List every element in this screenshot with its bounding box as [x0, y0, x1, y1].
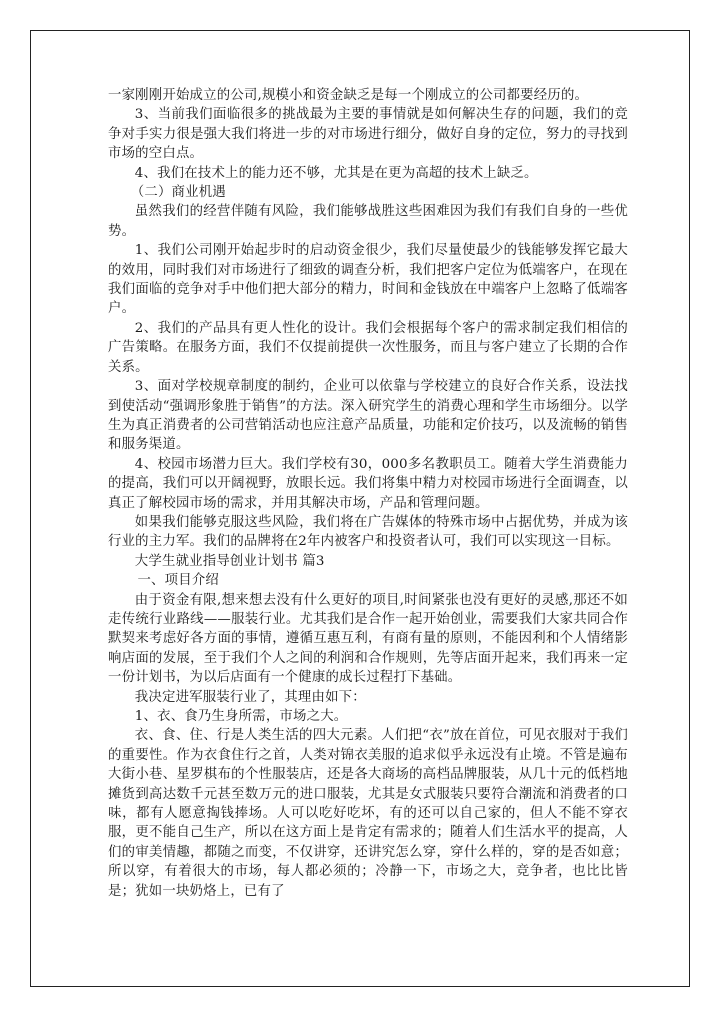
paragraph-15: 1、衣、食乃生身所需，市场之大。 — [134, 709, 348, 724]
paragraph-13: 由于资金有限,想来想去没有什么更好的项目,时间紧张也没有更好的灵感,那还不如走传统行业路线——服装行业。尤其我们是合作一起开始创业，需要我们大家共同合作默契来考虑好各方面的事情，遵循互惠互利，有商有量的原则，不能因利和个人情绪影响店面的发展，至于我们个人之间的利润和合作规则，先等店面开起来，我们再来一定一份计划书，为以后店面有一个健康的成长过程打下基础。 — [108, 592, 628, 686]
paragraph-14: 我决定进军服装行业了，其理由如下： — [134, 689, 366, 705]
paragraph-10: 如果我们能够克服这些风险，我们将在广告媒体的特殊市场中占据优势，并成为该行业的主力军。我们的品牌将在2年内被客户和投资者认可，我们可以实现这一目标。 — [108, 514, 628, 550]
paragraph-1: 一家刚刚开始成立的公司,规模小和资金缺乏是每一个刚成立的公司都要经历的。 — [108, 88, 589, 103]
paragraph-7: 2、我们的产品具有更人性化的设计。我们会根据每个客户的需求制定我们相信的广告策略。在服务方面，我们不仅提前提供一次性服务，而且与客户建立了长期的合作关系。 — [108, 320, 628, 375]
paragraph-8: 3、面对学校规章制度的制约，企业可以依靠与学校建立的良好合作关系，设法找到使活动“强调形象胜于销售”的方法。深入研究学生的消费心理和学生市场细分。以学生为真正消费者的公司营销活动也应注意产品质量，功能和定价技巧，以及流畅的销售和服务渠道。 — [108, 379, 628, 453]
paragraph-6: 1、我们公司刚开始起步时的启动资金很少，我们尽量使最少的钱能够发挥它最大的效用，同时我们对市场进行了细致的调查分析，我们把客户定位为低端客户，在现在我们面临的竞争对手中他们把大部分的精力，时间和金钱放在中端客户上忽略了低端客户。 — [108, 243, 628, 317]
section-heading-business-opportunity: （二）商业机遇 — [130, 185, 226, 201]
paragraph-2: 3、当前我们面临很多的挑战最为主要的事情就是如何解决生存的问题，我们的竞争对手实力很是强大我们将进一步的对市场进行细分，做好自身的定位，努力的寻找到市场的空白点。 — [108, 107, 628, 162]
paragraph-9: 4、校园市场潜力巨大。我们学校有30，000多名教职员工。随着大学生消费能力的提高，我们可以开阔视野，放眼长远。我们将集中精力对校园市场进行全面调查，以真正了解校园市场的需求，并用其解决市场，产品和管理问题。 — [108, 456, 628, 511]
section-heading-project-intro: 一、项目介绍 — [137, 573, 220, 589]
chapter-title: 大学生就业指导创业计划书 篇3 — [134, 553, 325, 569]
paragraph-5: 虽然我们的经营伴随有风险，我们能够战胜这些困难因为我们有我们自身的一些优势。 — [108, 204, 628, 239]
paragraph-3: 4、我们在技术上的能力还不够，尤其是在更为高超的技术上缺乏。 — [134, 165, 538, 181]
document-body — [108, 86, 628, 901]
paragraph-16: 衣、食、住、行是人类生活的四大元素。人们把“衣”放在首位，可见衣服对于我们的重要性。作为衣食住行之首，人类对锦衣美服的追求似乎永远没有止境。不管是遍布大街小巷、星罗棋布的个性服装店，还是各大商场的高档品牌服装，从几十元的低档地摊货到高达数千元甚至数万元的进口服装，尤其是女式服装只要符合潮流和消费者的口味，都有人愿意掏钱捧场。人可以吃好吃坏，有的还可以自己家的，但人不能不穿衣服，更不能自己生产，所以在这方面上是肯定有需求的；随着人们生活水平的提高，人们的审美情趣，都随之而变，不仅讲穿，还讲究怎么穿，穿什么样的，穿的是否如意；所以穿，有着很大的市场，每人都必须的；冷静一下，市场之大，竞争者，也比比皆是；犹如一块奶烙上，已有了 — [108, 728, 628, 899]
